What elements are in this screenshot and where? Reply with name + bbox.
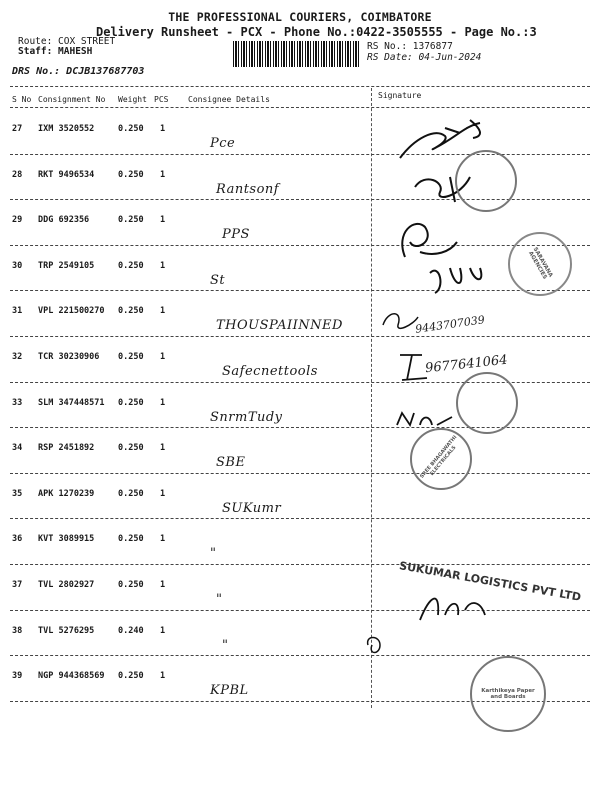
row-sno: 39 [12,671,23,682]
row-consignee-handwritten: SnrmTudy [210,409,283,425]
row-consignee-handwritten: Rantsonf [216,181,280,197]
row-divider [10,245,590,246]
row-consignment-no: TCR 30230906 [38,352,100,362]
row-consignee-handwritten: " [216,592,223,607]
row-pcs: 1 [160,534,166,545]
row-consignee-handwritten: SBE [216,455,246,471]
row-divider [10,336,590,337]
row-consignee-handwritten: St [210,272,226,288]
row-weight: 0.240 [118,625,144,636]
row-consignment-no: TRP 2549105 [38,260,95,271]
row-weight: 0.250 [118,488,144,499]
row-pcs: 1 [160,260,166,271]
row-pcs: 1 [160,215,166,226]
row-divider [10,473,590,474]
row-consignee-handwritten: THOUSPAIINNED [216,318,343,334]
column-header-pcs: PCS [154,95,169,104]
column-header-consignment: Consignment No [38,95,106,104]
row-sno: 34 [12,443,23,454]
header-divider-top [10,86,590,87]
row-consignment-no: KVT 3089915 [38,534,95,545]
stamp-bhagawathi: SREE BHAGAWATHI ELECTRICALS [410,428,472,490]
row-consignment-no: APK 1270239 [38,488,95,499]
row-weight: 0.250 [118,580,144,590]
row-divider [10,290,590,291]
row-weight: 0.250 [118,306,144,317]
row-weight: 0.250 [118,260,144,271]
row-weight: 0.250 [118,671,144,682]
row-sno: 27 [12,124,23,134]
row-weight: 0.250 [118,124,144,134]
row-sno: 35 [12,488,23,499]
row-sno: 30 [12,260,23,271]
row-pcs: 1 [160,397,166,408]
rs-number: RS No.: 1376877 [367,41,453,52]
row-sno: 38 [12,625,23,636]
column-header-weight: Weight [118,95,147,104]
row-weight: 0.250 [118,534,144,545]
row-pcs: 1 [160,625,166,636]
row-consignment-no: TVL 5276295 [38,625,95,636]
stamp-saravana: SARAVANA AGENCIES [508,232,572,296]
row-sno: 36 [12,534,23,545]
row-consignee-handwritten: Safecnettools [222,364,318,379]
row-weight: 0.250 [118,215,144,226]
column-header-signature: Signature [378,91,422,100]
row-pcs: 1 [160,671,166,682]
row-pcs: 1 [160,169,166,180]
row-weight: 0.250 [118,397,144,408]
route-label: Route: COX STREET [18,36,116,47]
row-divider [10,518,590,519]
row-consignment-no: SLM 347448571 [38,397,105,408]
column-header-consignee: Consignee Details [188,95,270,104]
signature-column-divider [371,88,372,708]
column-header-sno: S No [12,95,32,104]
row-weight: 0.250 [118,169,144,180]
row-consignee-handwritten: Pce [210,136,236,151]
row-pcs: 1 [160,488,166,499]
stamp-row-28 [455,150,517,212]
mark-row-38 [360,630,390,660]
row-consignee-handwritten: KPBL [210,683,249,699]
row-pcs: 1 [160,124,166,134]
row-consignee-handwritten: " [222,637,229,653]
barcode-image [233,41,361,67]
phone-note-32: 9677641064 [424,352,509,377]
row-divider [10,564,590,565]
rs-date: RS Date: 04-Jun-2024 [367,52,482,63]
row-consignment-no: DDG 692356 [38,215,90,226]
runsheet-subtitle: Delivery Runsheet - PCX - Phone No.:0422-3505555 - Page No.:3 [96,25,537,39]
row-weight: 0.250 [118,352,144,362]
signature-row-30 [420,258,500,298]
stamp-sukumar-logistics: SUKUMAR LOGISTICS PVT LTD [398,559,582,604]
row-pcs: 1 [160,580,166,590]
drs-number: DRS No.: DCJB137687703 [12,66,145,77]
signature-row-37-38 [410,585,500,630]
row-sno: 31 [12,306,23,317]
row-sno: 32 [12,352,23,362]
row-consignee-handwritten: SUKumr [222,500,282,516]
row-divider [10,610,590,611]
row-sno: 37 [12,580,23,590]
stamp-row-33 [456,372,518,434]
row-sno: 29 [12,215,23,226]
row-consignee-handwritten: PPS [222,227,250,243]
row-consignment-no: TVL 2802927 [38,580,95,590]
staff-label: Staff: MAHESH [18,46,93,57]
row-sno: 28 [12,169,23,180]
row-pcs: 1 [160,443,166,454]
row-weight: 0.250 [118,443,144,454]
row-pcs: 1 [160,306,166,317]
row-consignment-no: NGP 944368569 [38,671,105,682]
phone-note-31: 9443707039 [414,313,486,336]
row-pcs: 1 [160,352,166,362]
row-consignment-no: IXM 3520552 [38,124,95,134]
company-title: THE PROFESSIONAL COURIERS, COIMBATORE [168,10,432,24]
row-consignment-no: RKT 9496534 [38,169,95,180]
row-sno: 33 [12,397,23,408]
row-consignment-no: VPL 221500270 [38,306,105,317]
row-consignee-handwritten: " [210,546,217,562]
stamp-karthikeya: Karthikeya Paper and Boards [470,656,546,732]
row-consignment-no: RSP 2451892 [38,443,95,454]
